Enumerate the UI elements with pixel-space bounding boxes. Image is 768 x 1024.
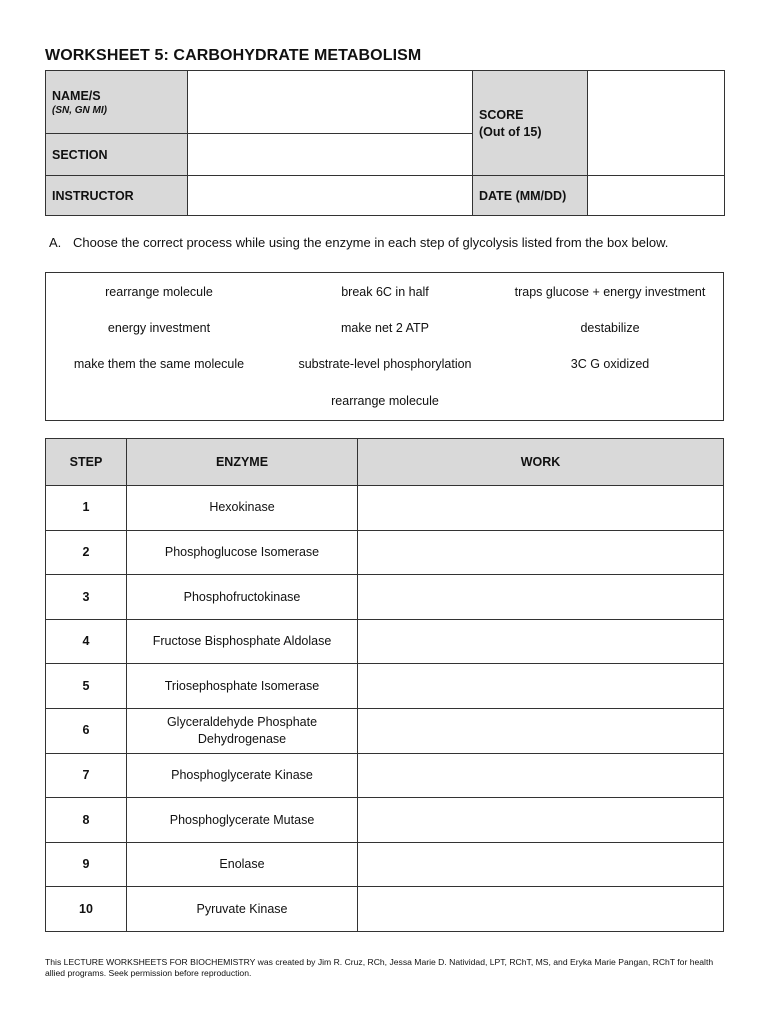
step-number: 7 bbox=[46, 753, 127, 798]
enzyme-name: Glyceraldehyde Phosphate Dehydrogenase bbox=[127, 708, 358, 753]
table-row bbox=[46, 530, 724, 575]
page-title: WORKSHEET 5: CARBOHYDRATE METABOLISM bbox=[45, 47, 422, 64]
student-info-table bbox=[45, 70, 725, 216]
work-cell[interactable] bbox=[358, 664, 724, 709]
option-item: break 6C in half bbox=[341, 285, 429, 299]
glycolysis-table bbox=[45, 438, 724, 932]
enzyme-name: Phosphofructokinase bbox=[127, 575, 358, 620]
option-item: destabilize bbox=[580, 321, 640, 335]
enzyme-name: Triosephosphate Isomerase bbox=[127, 664, 358, 709]
table-row bbox=[46, 887, 724, 932]
instructor-field[interactable] bbox=[188, 176, 473, 216]
option-item: substrate-level phosphorylation bbox=[298, 357, 472, 371]
table-row bbox=[46, 708, 724, 753]
table-row bbox=[46, 486, 724, 531]
score-label-cell bbox=[473, 71, 588, 176]
work-cell[interactable] bbox=[358, 575, 724, 620]
step-number: 10 bbox=[46, 887, 127, 932]
table-header-row bbox=[46, 439, 724, 486]
step-number: 9 bbox=[46, 842, 127, 887]
date-label: DATE (MM/DD) bbox=[473, 176, 588, 216]
enzyme-name: Hexokinase bbox=[127, 486, 358, 531]
option-item: traps glucose + energy investment bbox=[514, 285, 706, 299]
step-number: 6 bbox=[46, 708, 127, 753]
table-row bbox=[46, 798, 724, 843]
option-item: 3C G oxidized bbox=[570, 357, 650, 371]
table-row bbox=[46, 575, 724, 620]
column-header-enzyme: ENZYME bbox=[127, 439, 358, 486]
option-item: rearrange molecule bbox=[105, 285, 213, 299]
section-label: SECTION bbox=[46, 134, 188, 176]
options-box bbox=[45, 272, 724, 421]
work-cell[interactable] bbox=[358, 530, 724, 575]
section-field[interactable] bbox=[188, 134, 473, 176]
score-field[interactable] bbox=[588, 71, 725, 176]
score-sublabel: (Out of 15) bbox=[479, 124, 542, 139]
work-cell[interactable] bbox=[358, 842, 724, 887]
table-row bbox=[46, 619, 724, 664]
work-cell[interactable] bbox=[358, 887, 724, 932]
instructor-label: INSTRUCTOR bbox=[46, 176, 188, 216]
work-cell[interactable] bbox=[358, 798, 724, 843]
table-row bbox=[46, 753, 724, 798]
table-row bbox=[46, 664, 724, 709]
enzyme-name: Phosphoglycerate Kinase bbox=[127, 753, 358, 798]
names-field[interactable] bbox=[188, 71, 473, 134]
instruction-text: Choose the correct process while using the enzyme in each step of glycolysis listed from the box below. bbox=[73, 235, 669, 250]
footer-credit: This LECTURE WORKSHEETS FOR BIOCHEMISTRY was created by Jim R. Cruz, RCh, Jessa Marie D. Natividad, LPT, RChT, MS, and Eryka Marie Pangan, RChT for health allied programs. Seek permission before reproduction. bbox=[45, 957, 714, 978]
instruction-letter: A. bbox=[49, 235, 62, 250]
column-header-step: STEP bbox=[46, 439, 127, 486]
names-sublabel: (SN, GN MI) bbox=[52, 104, 107, 116]
option-item: make them the same molecule bbox=[73, 357, 245, 371]
option-item: rearrange molecule bbox=[331, 394, 439, 408]
enzyme-name: Pyruvate Kinase bbox=[127, 887, 358, 932]
option-item: energy investment bbox=[107, 321, 211, 335]
instruction-line bbox=[49, 235, 668, 250]
work-cell[interactable] bbox=[358, 486, 724, 531]
enzyme-name: Phosphoglycerate Mutase bbox=[127, 798, 358, 843]
step-number: 1 bbox=[46, 486, 127, 531]
date-field[interactable] bbox=[588, 176, 725, 216]
names-label-cell bbox=[46, 71, 188, 134]
column-header-work: WORK bbox=[358, 439, 724, 486]
table-row bbox=[46, 842, 724, 887]
enzyme-name: Fructose Bisphosphate Aldolase bbox=[127, 619, 358, 664]
work-cell[interactable] bbox=[358, 619, 724, 664]
work-cell[interactable] bbox=[358, 753, 724, 798]
step-number: 2 bbox=[46, 530, 127, 575]
names-label: NAME/S bbox=[52, 88, 101, 103]
step-number: 8 bbox=[46, 798, 127, 843]
step-number: 4 bbox=[46, 619, 127, 664]
score-label: SCORE bbox=[479, 107, 524, 122]
enzyme-name: Phosphoglucose Isomerase bbox=[127, 530, 358, 575]
step-number: 3 bbox=[46, 575, 127, 620]
option-item: make net 2 ATP bbox=[340, 321, 430, 335]
step-number: 5 bbox=[46, 664, 127, 709]
enzyme-name: Enolase bbox=[127, 842, 358, 887]
work-cell[interactable] bbox=[358, 708, 724, 753]
